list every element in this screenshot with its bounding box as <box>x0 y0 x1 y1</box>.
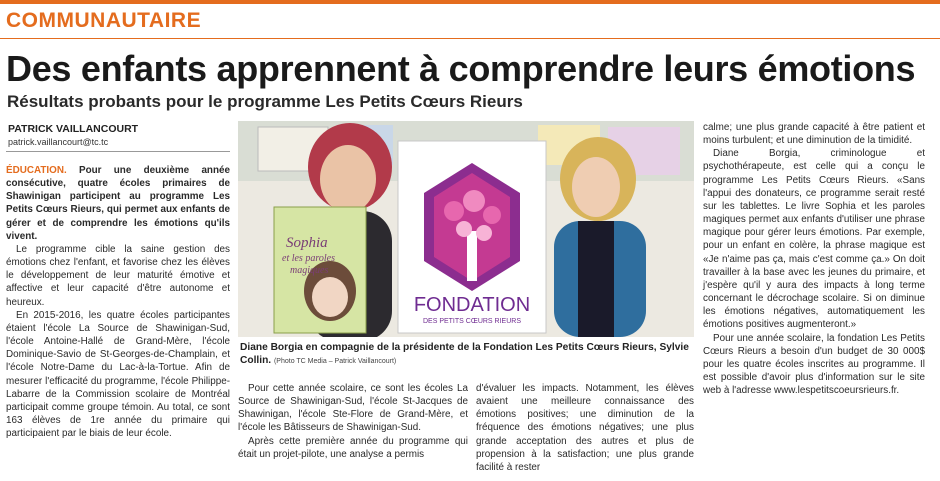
paragraph: Pour cette année scolaire, ce sont les écoles La Source de Shawinigan-Sud, l'école St-Jacques de Shawinigan, l'école Ste-Flore de Grand-Mère, et l'école les Bâtisseurs de Shawinigan-Sud. <box>238 383 468 434</box>
photo-credit: (Photo TC Media – Patrick Vaillancourt) <box>273 358 397 365</box>
fondation-word: FONDATION <box>413 294 531 316</box>
paragraph: Diane Borgia, criminologue et psychothérapeute, est celle qui a conçu le programme Les Petits Cœurs Rieurs. «Sans l'appui des donateurs, ce programme serait resté sur les tablettes. Le livre Sophia et les paroles magiques permet aux enfants d'utiliser une phrase magique pour gérer leurs émotions. Par exemple, pour un enfant en colère, la phrase magique est «Je n'aime pas ça, mais c'est comme ça.» On doit travailler à la base avec les jeunes du primaire, et j'espère qu'il y aura des impacts à long terme concernant le décrochage scolaire. Si on diminue les émotions négatives, automatiquement les émotions positives augmenteront.» <box>703 148 925 331</box>
paragraph: En 2015-2016, les quatre écoles participantes étaient l'école La Source de Shawinigan-Sud, l'école Antoine-Hallé de Grand-Mère, l'école Dominique-Savio de St-Georges-de-Champlain, et l'école Notre-Dame du Lac-à-la-Tortue. Afin de mesurer l'efficacité du programme, l'école Philippe-Labarre de la Commission scolaire de Montréal participait comme groupe témoin. Au total, ce sont 163 élèves de 1re année du primaire qui participaient par le biais de leur école. <box>6 309 230 440</box>
article-photo <box>238 121 694 337</box>
photo-illustration <box>238 121 694 337</box>
lead-text: Pour une deuxième année consécutive, quatre écoles primaires de Shawinigan participent au programme Les Petits Cœurs Rieurs, qui permet aux enfants de gérer et de comprendre les émotions qu'ils vivent. <box>6 165 230 242</box>
subheadline: Résultats probants pour le programme Les Petits Cœurs Rieurs <box>7 92 523 111</box>
kicker: ÉDUCATION. <box>6 165 67 176</box>
paragraph: Après cette première année du programme qui était un projet-pilote, une analyse a permis <box>238 435 468 460</box>
article-column-3 <box>476 382 694 474</box>
lead-paragraph <box>6 164 230 243</box>
author-name: PATRICK VAILLANCOURT <box>8 123 139 135</box>
article-column-4 <box>703 121 925 397</box>
article-column-1 <box>6 164 230 440</box>
article-column-2 <box>238 382 468 461</box>
author-email[interactable]: patrick.vaillancourt@tc.tc <box>8 137 109 147</box>
fondation-sub: DES PETITS CŒURS RIEURS <box>422 318 522 325</box>
paragraph: calme; une plus grande capacité à être patient et moins turbulent; et une diminution de la timidité. <box>703 122 925 147</box>
paragraph: Pour une année scolaire, la fondation Les Petits Cœurs Rieurs a besoin d'un budget de 30 000$ pour les quatre écoles inscrites au programme. Il est possible d'avoir plus d'information sur le site web à l'adresse www.lespetitscoeursrieurs.fr. <box>703 332 925 397</box>
top-rule <box>0 0 940 4</box>
photo-caption <box>240 341 692 368</box>
book-title-1: Sophia <box>286 235 328 251</box>
author-rule <box>6 151 230 152</box>
headline: Des enfants apprennent à comprendre leurs émotions <box>6 48 916 89</box>
section-rule <box>0 38 940 39</box>
section-label: COMMUNAUTAIRE <box>6 9 202 32</box>
caption-text: Diane Borgia en compagnie de la présidente de la Fondation Les Petits Cœurs Rieurs, Sylvie Collin. <box>240 342 689 366</box>
book-title-2: et les paroles <box>282 253 335 264</box>
book-title-3: magiques <box>290 265 329 276</box>
paragraph: Le programme cible la saine gestion des émotions chez l'enfant, et favorise chez les élèves le développement de leur maturité émotive et affective et leur capacité d'être autonome et heureux. <box>6 243 230 308</box>
paragraph: d'évaluer les impacts. Notamment, les élèves avaient une meilleure connaissance des émotions positives; une diminution de la fréquence des émotions négatives; une plus grande acceptation des autres et plus de propension à la satisfaction; une plus grande facilité à rester <box>476 383 694 473</box>
